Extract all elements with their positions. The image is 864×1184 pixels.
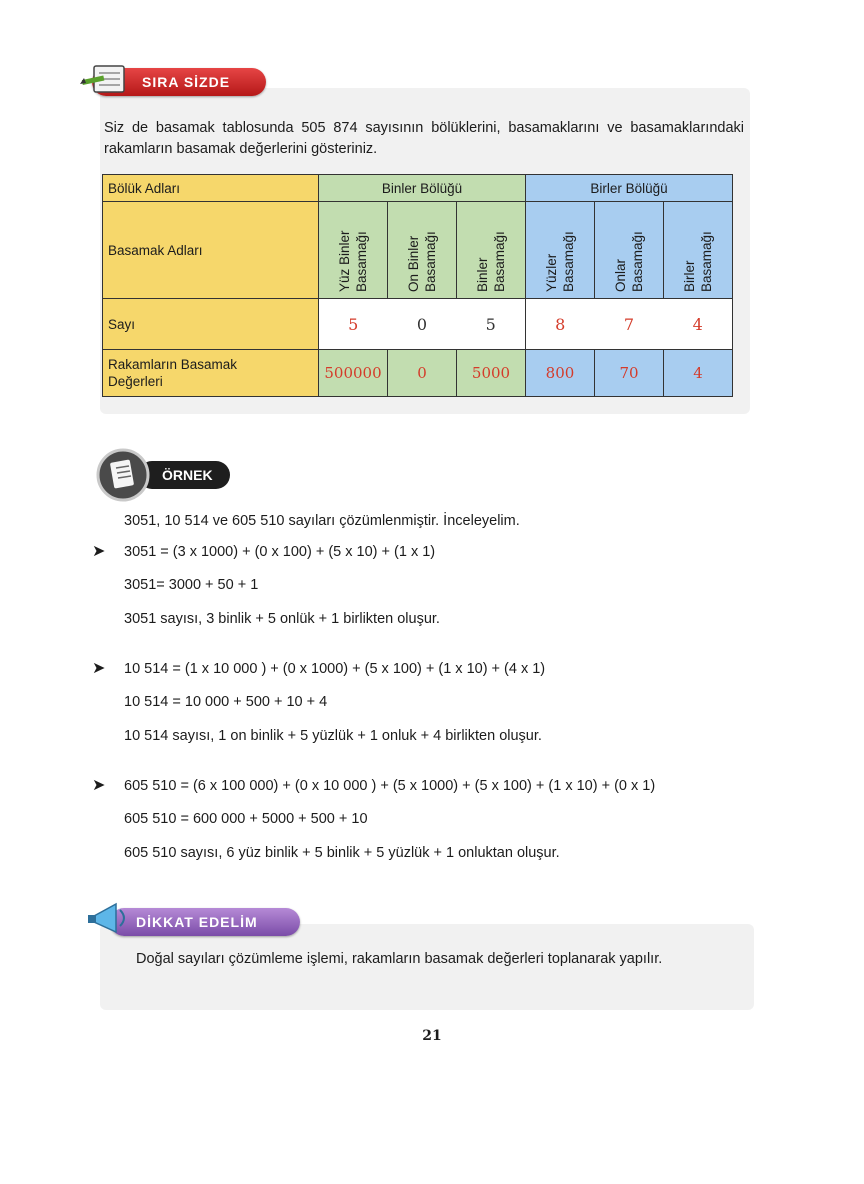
example-3-sum: 605 510 = 600 000 + 5000 + 500 + 10	[124, 811, 368, 827]
bullet-arrow-icon: ➤	[92, 660, 106, 677]
example-1-sum: 3051= 3000 + 50 + 1	[124, 577, 259, 593]
deger-value: 4	[664, 350, 733, 397]
megaphone-icon	[86, 896, 134, 942]
ornek-banner: ÖRNEK	[138, 461, 230, 489]
bolum-label: Bölük Adları	[103, 175, 319, 202]
bullet-arrow-icon: ➤	[92, 777, 106, 794]
example-2-expansion: 10 514 = (1 x 10 000 ) + (0 x 1000) + (5 x 100) + (1 x 10) + (4 x 1)	[124, 661, 546, 677]
example-1-summary: 3051 sayısı, 3 binlik + 5 onlük + 1 birlikten oluşur.	[124, 611, 440, 627]
deger-value: 70	[595, 350, 664, 397]
dikkat-text: Doğal sayıları çözümleme işlemi, rakamların basamak değerleri toplanarak yapılır.	[136, 951, 663, 967]
basamak-birler: Birler Basamağı	[664, 202, 733, 299]
deger-value: 5000	[457, 350, 526, 397]
sayi-digit: 5	[319, 299, 388, 350]
sayi-digit: 0	[388, 299, 457, 350]
birler-bolugu-header: Birler Bölüğü	[526, 175, 733, 202]
sayi-label: Sayı	[103, 299, 319, 350]
sayi-digit: 4	[664, 299, 733, 350]
sayi-digit: 5	[457, 299, 526, 350]
dikkat-edelim-banner: DİKKAT EDELİM	[110, 908, 300, 936]
basamak-yuzler: Yüzler Basamağı	[526, 202, 595, 299]
bullet-arrow-icon: ➤	[92, 543, 106, 560]
deger-value: 0	[388, 350, 457, 397]
deger-value: 800	[526, 350, 595, 397]
ornek-intro: 3051, 10 514 ve 605 510 sayıları çözümlenmiştir. İnceleyelim.	[124, 513, 520, 529]
page-number: 21	[422, 1028, 442, 1044]
example-3-summary: 605 510 sayısı, 6 yüz binlik + 5 binlik + 5 yüzlük + 1 onluktan oluşur.	[124, 845, 560, 861]
basamak-label: Basamak Adları	[103, 202, 319, 299]
basamak-on-binler: On Binler Basamağı	[388, 202, 457, 299]
binler-bolugu-header: Binler Bölüğü	[319, 175, 526, 202]
place-value-table	[102, 174, 733, 397]
sira-sizde-banner: SIRA SİZDE	[92, 68, 266, 96]
example-2-summary: 10 514 sayısı, 1 on binlik + 5 yüzlük + 1 onluk + 4 birlikten oluşur.	[124, 728, 542, 744]
notebook-pencil-icon	[80, 60, 132, 100]
example-1-expansion: 3051 = (3 x 1000) + (0 x 100) + (5 x 10) + (1 x 1)	[124, 544, 436, 560]
deger-value: 500000	[319, 350, 388, 397]
sira-sizde-intro: Siz de basamak tablosunda 505 874 sayısının bölüklerini, basamaklarını ve basamaklarındaki rakamların basamak değerlerini gösteriniz.	[104, 120, 744, 157]
basamak-binler: Binler Basamağı	[457, 202, 526, 299]
basamak-onlar: Onlar Basamağı	[595, 202, 664, 299]
basamak-yuz-binler: Yüz Binler Basamağı	[319, 202, 388, 299]
document-icon	[96, 448, 150, 502]
deger-label: Rakamların Basamak Değerleri	[103, 350, 319, 397]
example-3-expansion: 605 510 = (6 x 100 000) + (0 x 10 000 ) + (5 x 1000) + (5 x 100) + (1 x 10) + (0 x 1)	[124, 778, 656, 794]
sayi-digit: 7	[595, 299, 664, 350]
sayi-digit: 8	[526, 299, 595, 350]
example-2-sum: 10 514 = 10 000 + 500 + 10 + 4	[124, 694, 328, 710]
